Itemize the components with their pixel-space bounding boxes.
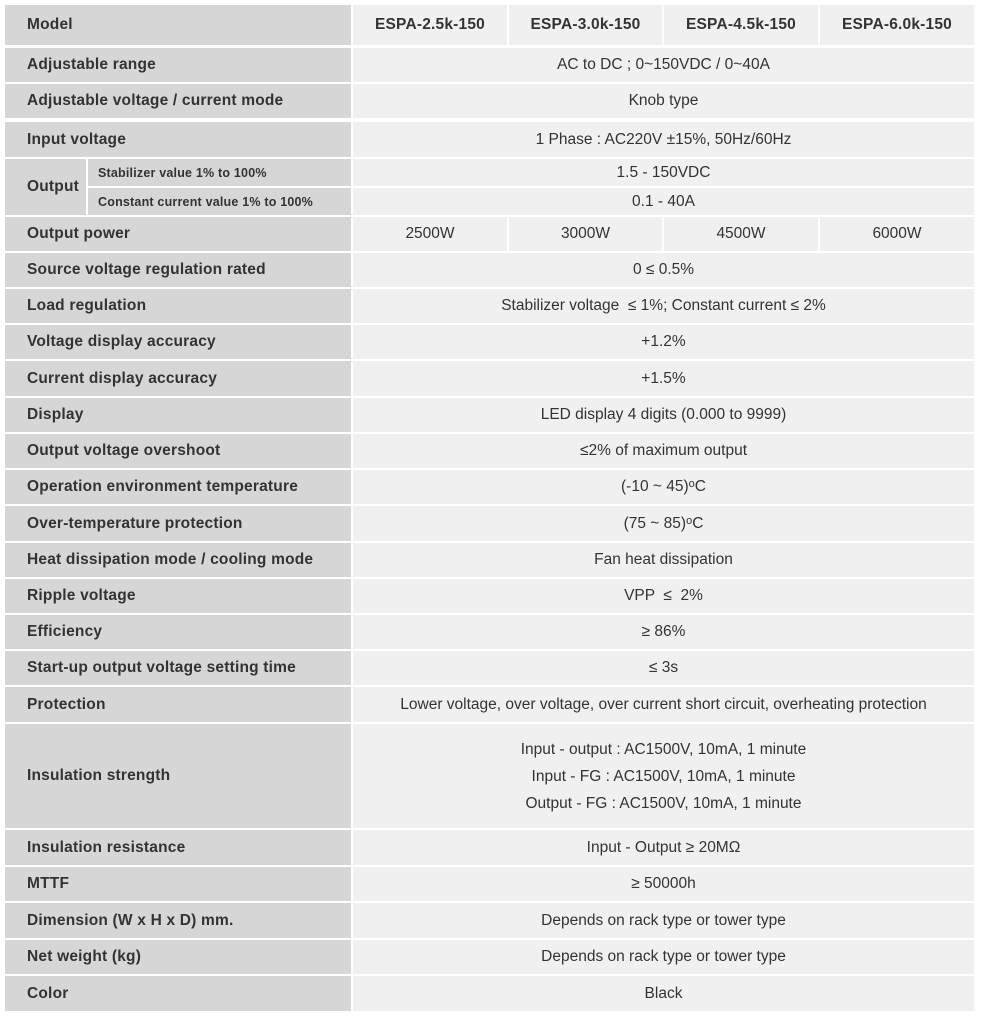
row-value-load-regulation: Stabilizer voltage ≤ 1%; Constant current ≤ 2% <box>353 289 974 323</box>
row-label-mttf: MTTF <box>5 867 351 901</box>
row-value-net-weight: Depends on rack type or tower type <box>353 940 974 974</box>
row-label-startup-time: Start-up output voltage setting time <box>5 651 351 685</box>
row-label-adjustable-mode: Adjustable voltage / current mode <box>5 84 351 118</box>
model-header-1: ESPA-2.5k-150 <box>353 5 507 45</box>
row-label-load-regulation: Load regulation <box>5 289 351 323</box>
row-value-cooling: Fan heat dissipation <box>353 543 974 577</box>
model-header-3: ESPA-4.5k-150 <box>664 5 818 45</box>
row-value-display: LED display 4 digits (0.000 to 9999) <box>353 398 974 432</box>
model-header-2: ESPA-3.0k-150 <box>509 5 662 45</box>
row-value-insulation-resistance: Input - Output ≥ 20MΩ <box>353 830 974 865</box>
row-value-overshoot: ≤2% of maximum output <box>353 434 974 468</box>
row-label-adjustable-range: Adjustable range <box>5 48 351 82</box>
row-label-stabilizer: Stabilizer value 1% to 100% <box>88 159 351 186</box>
row-label-current-display-accuracy: Current display accuracy <box>5 361 351 396</box>
row-label-color: Color <box>5 976 351 1011</box>
insulation-line-2: Input - FG : AC1500V, 10mA, 1 minute <box>531 767 796 785</box>
operation-temp-range: (-10 ~ 45) <box>621 478 689 495</box>
row-value-ripple: VPP ≤ 2% <box>353 579 974 613</box>
row-label-display: Display <box>5 398 351 432</box>
row-value-current-display-accuracy: +1.5% <box>353 361 974 396</box>
row-value-efficiency: ≥ 86% <box>353 615 974 649</box>
row-label-insulation-strength: Insulation strength <box>5 724 351 828</box>
row-label-efficiency: Efficiency <box>5 615 351 649</box>
row-label-source-regulation: Source voltage regulation rated <box>5 253 351 287</box>
insulation-line-3: Output - FG : AC1500V, 10mA, 1 minute <box>525 794 802 812</box>
row-value-adjustable-mode: Knob type <box>353 84 974 118</box>
row-label-voltage-display-accuracy: Voltage display accuracy <box>5 325 351 359</box>
row-label-input-voltage: Input voltage <box>5 122 351 157</box>
row-value-protection: Lower voltage, over voltage, over current short circuit, overheating protection <box>353 687 974 722</box>
row-label-operation-temp: Operation environment temperature <box>5 470 351 504</box>
row-label-ripple: Ripple voltage <box>5 579 351 613</box>
over-temp-range: (75 ~ 85) <box>623 514 687 532</box>
row-value-voltage-display-accuracy: +1.2% <box>353 325 974 359</box>
row-value-insulation-strength <box>353 724 974 828</box>
output-power-value-2: 3000W <box>509 217 662 251</box>
row-value-operation-temp <box>353 470 974 504</box>
row-value-mttf: ≥ 50000h <box>353 867 974 901</box>
row-label-constant-current: Constant current value 1% to 100% <box>88 188 351 215</box>
row-value-input-voltage: 1 Phase : AC220V ±15%, 50Hz/60Hz <box>353 122 974 157</box>
row-label-output: Output <box>5 159 86 215</box>
row-value-color: Black <box>353 976 974 1011</box>
operation-temp-unit: C <box>694 478 706 495</box>
row-value-dimension: Depends on rack type or tower type <box>353 903 974 938</box>
row-label-output-power: Output power <box>5 217 351 251</box>
over-temp-unit: C <box>692 514 704 532</box>
output-power-value-4: 6000W <box>820 217 974 251</box>
output-power-value-3: 4500W <box>664 217 818 251</box>
model-header-4: ESPA-6.0k-150 <box>820 5 974 45</box>
row-value-over-temp <box>353 506 974 541</box>
degree-symbol: o <box>688 478 695 490</box>
output-power-value-1: 2500W <box>353 217 507 251</box>
row-label-insulation-resistance: Insulation resistance <box>5 830 351 865</box>
row-value-constant-current: 0.1 - 40A <box>353 188 974 215</box>
row-value-stabilizer: 1.5 - 150VDC <box>353 159 974 186</box>
row-label-over-temp: Over-temperature protection <box>5 506 351 541</box>
row-value-adjustable-range: AC to DC ; 0~150VDC / 0~40A <box>353 48 974 82</box>
row-value-source-regulation: 0 ≤ 0.5% <box>353 253 974 287</box>
row-value-startup-time: ≤ 3s <box>353 651 974 685</box>
row-label-net-weight: Net weight (kg) <box>5 940 351 974</box>
header-label: Model <box>5 5 351 45</box>
row-label-overshoot: Output voltage overshoot <box>5 434 351 468</box>
row-label-dimension: Dimension (W x H x D) mm. <box>5 903 351 938</box>
degree-symbol: o <box>686 514 693 527</box>
insulation-line-1: Input - output : AC1500V, 10mA, 1 minute <box>520 740 807 758</box>
row-label-protection: Protection <box>5 687 351 722</box>
row-label-cooling: Heat dissipation mode / cooling mode <box>5 543 351 577</box>
